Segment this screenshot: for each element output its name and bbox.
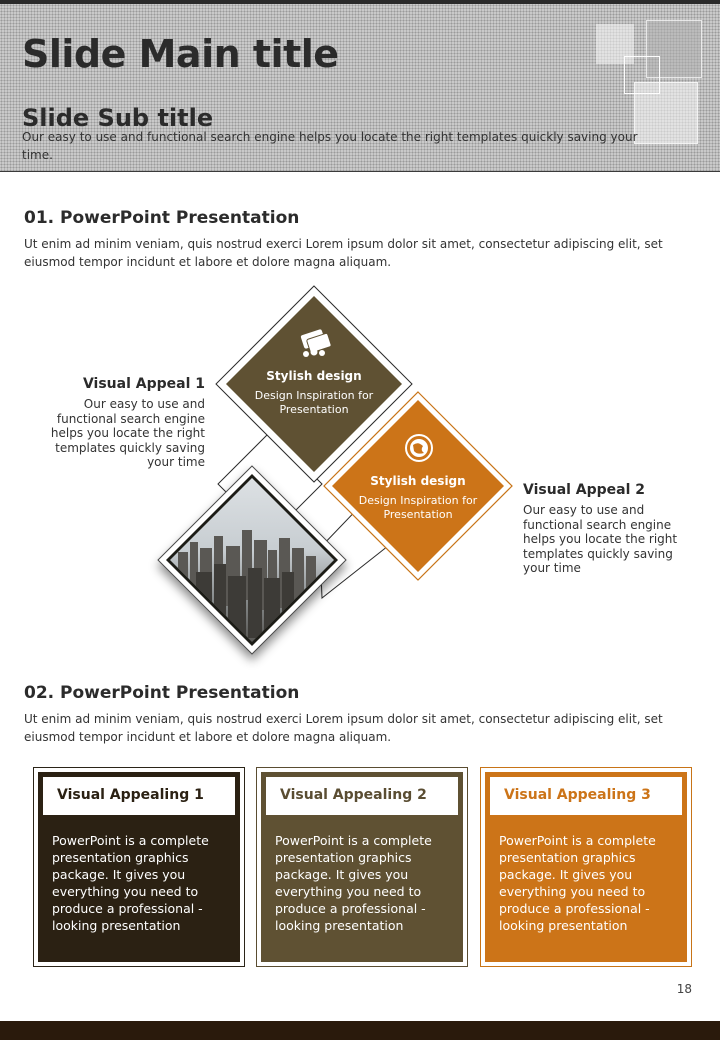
- globe-icon: [404, 433, 434, 467]
- section2-body: Ut enim ad minim veniam, quis nostrud exerci Lorem ipsum dolor sit amet, consectetur adipiscing elit, set eiusmod tempor incidunt et labore et dolore magna aliquam.: [24, 712, 663, 744]
- right-diamond-subtitle: Design Inspiration for Presentation: [358, 494, 478, 521]
- section1-title: 01. PowerPoint Presentation: [24, 208, 300, 228]
- top-diamond-subtitle: Design Inspiration for Presentation: [254, 389, 374, 416]
- visual-appeal-1-text: Our easy to use and functional search engine helps you locate the right templates quickly saving your time: [50, 397, 205, 469]
- visual-appeal-2: [523, 482, 693, 576]
- card-1-body: PowerPoint is a complete presentation graphics package. It gives you everything you need to produce a professional - looking presentation: [52, 833, 209, 933]
- card-2-body: PowerPoint is a complete presentation graphics package. It gives you everything you need to produce a professional - looking presentation: [275, 833, 432, 933]
- money-icon: [298, 328, 334, 362]
- slide-sub-text: Our easy to use and functional search engine helps you locate the right templates quickly saving your time.: [22, 130, 638, 162]
- right-diamond-title: Stylish design: [370, 474, 466, 488]
- visual-appealing-card-1: [33, 767, 245, 967]
- page-number: 18: [676, 982, 692, 996]
- slide-sub-title: Slide Sub title: [22, 104, 214, 132]
- top-diamond-text: [254, 369, 374, 417]
- card-1-title: Visual Appealing 1: [43, 777, 235, 815]
- slide-main-title: Slide Main title: [22, 32, 339, 76]
- right-diamond-text: [358, 474, 478, 522]
- visual-appealing-card-2: [256, 767, 468, 967]
- top-diamond-title: Stylish design: [266, 369, 362, 383]
- section1-body: Ut enim ad minim veniam, quis nostrud exerci Lorem ipsum dolor sit amet, consectetur adipiscing elit, set eiusmod tempor incidunt et labore et dolore magna aliquam.: [24, 237, 663, 269]
- visual-appealing-card-3: [480, 767, 692, 967]
- slide-header: [0, 0, 720, 172]
- footer-bar: [0, 1021, 720, 1040]
- card-2-title: Visual Appealing 2: [266, 777, 458, 815]
- visual-appeal-1: [40, 376, 205, 470]
- city-skyline-photo: [160, 470, 350, 650]
- visual-appeal-1-title: Visual Appeal 1: [82, 376, 205, 392]
- diamond-diagram: [0, 280, 720, 670]
- card-3-title: Visual Appealing 3: [490, 777, 682, 815]
- decorative-square-outline: [624, 56, 660, 94]
- visual-appeal-2-text: Our easy to use and functional search engine helps you locate the right templates quickly saving your time: [523, 503, 678, 575]
- visual-appeal-2-title: Visual Appeal 2: [523, 482, 646, 498]
- card-3-body: PowerPoint is a complete presentation graphics package. It gives you everything you need to produce a professional - looking presentation: [499, 833, 656, 933]
- section2-title: 02. PowerPoint Presentation: [24, 683, 300, 703]
